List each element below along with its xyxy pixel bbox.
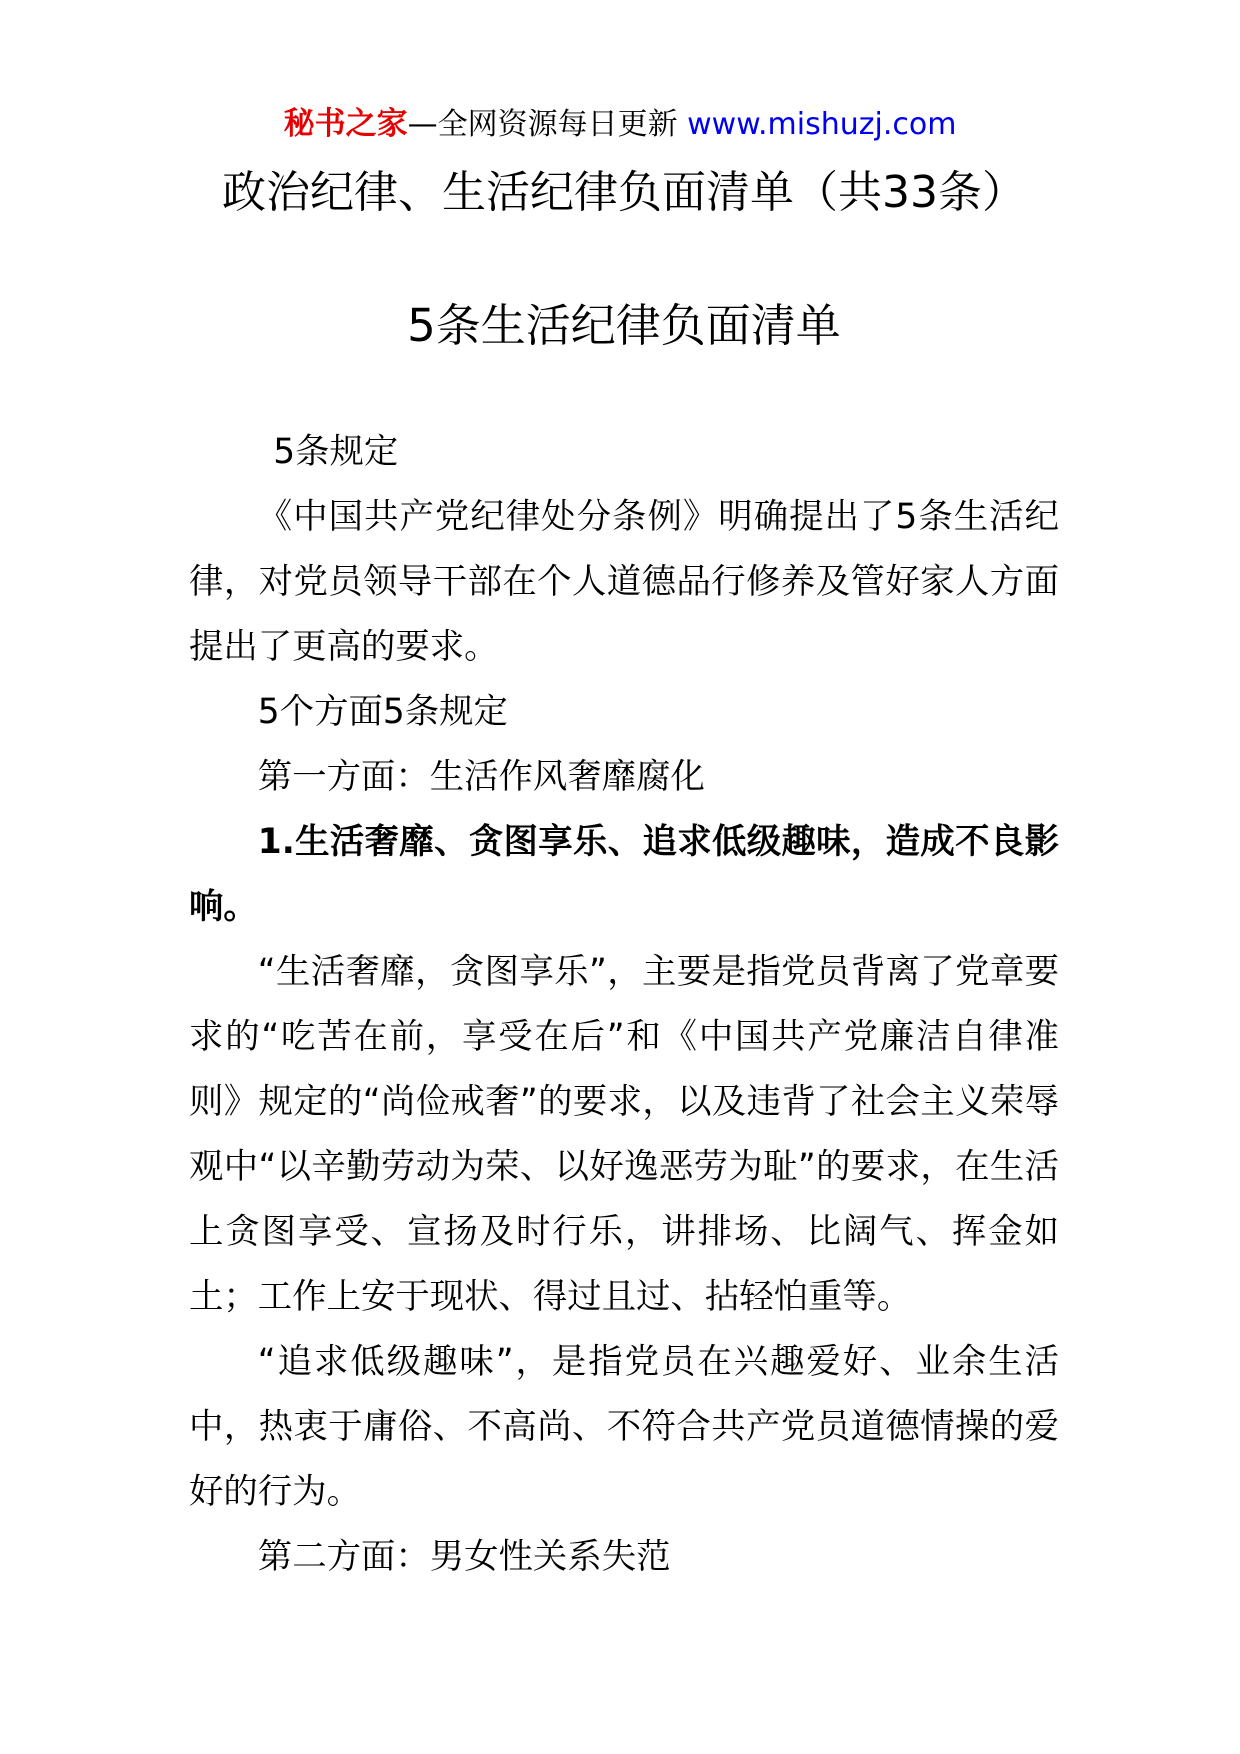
document-title: 政治纪律、生活纪律负面清单（共33条） xyxy=(222,167,1026,218)
site-tagline: —全网资源每日更新 xyxy=(407,107,678,142)
document-subtitle: 5条生活纪律负面清单 xyxy=(407,299,841,352)
site-url-link[interactable]: www.mishuzj.com xyxy=(687,107,957,142)
paragraph-intro: 《中国共产党纪律处分条例》明确提出了5条生活纪律，对党员领导干部在个人道德品行修养及管好家人方面提出了更高的要求。 xyxy=(189,497,1059,667)
site-header xyxy=(0,104,1240,145)
aspect-heading-2: 第二方面：男女性关系失范 xyxy=(257,1537,671,1577)
site-brand: 秘书之家 xyxy=(283,106,408,142)
section-heading-aspects: 5个方面5条规定 xyxy=(257,692,508,732)
document-body xyxy=(189,420,1059,1590)
section-heading-rules: 5条规定 xyxy=(273,432,399,472)
aspect-heading-1: 第一方面：生活作风奢靡腐化 xyxy=(257,757,705,797)
paragraph-explanation-1: “生活奢靡，贪图享乐”，主要是指党员背离了党章要求的“吃苦在前，享受在后”和《中国共产党廉洁自律准则》规定的“尚俭戒奢”的要求，以及违背了社会主义荣辱观中“以辛勤劳动为荣、以好逸恶劳为耻”的要求，在生活上贪图享受、宣扬及时行乐，讲排场、比阔气、挥金如土；工作上安于现状、得过且过、拈轻怕重等。 xyxy=(189,952,1059,1317)
paragraph-explanation-2: “追求低级趣味”，是指党员在兴趣爱好、业余生活中，热衷于庸俗、不高尚、不符合共产党员道德情操的爱好的行为。 xyxy=(189,1342,1059,1512)
rule-item-1: 1.生活奢靡、贪图享乐、追求低级趣味，造成不良影响。 xyxy=(189,822,1059,927)
